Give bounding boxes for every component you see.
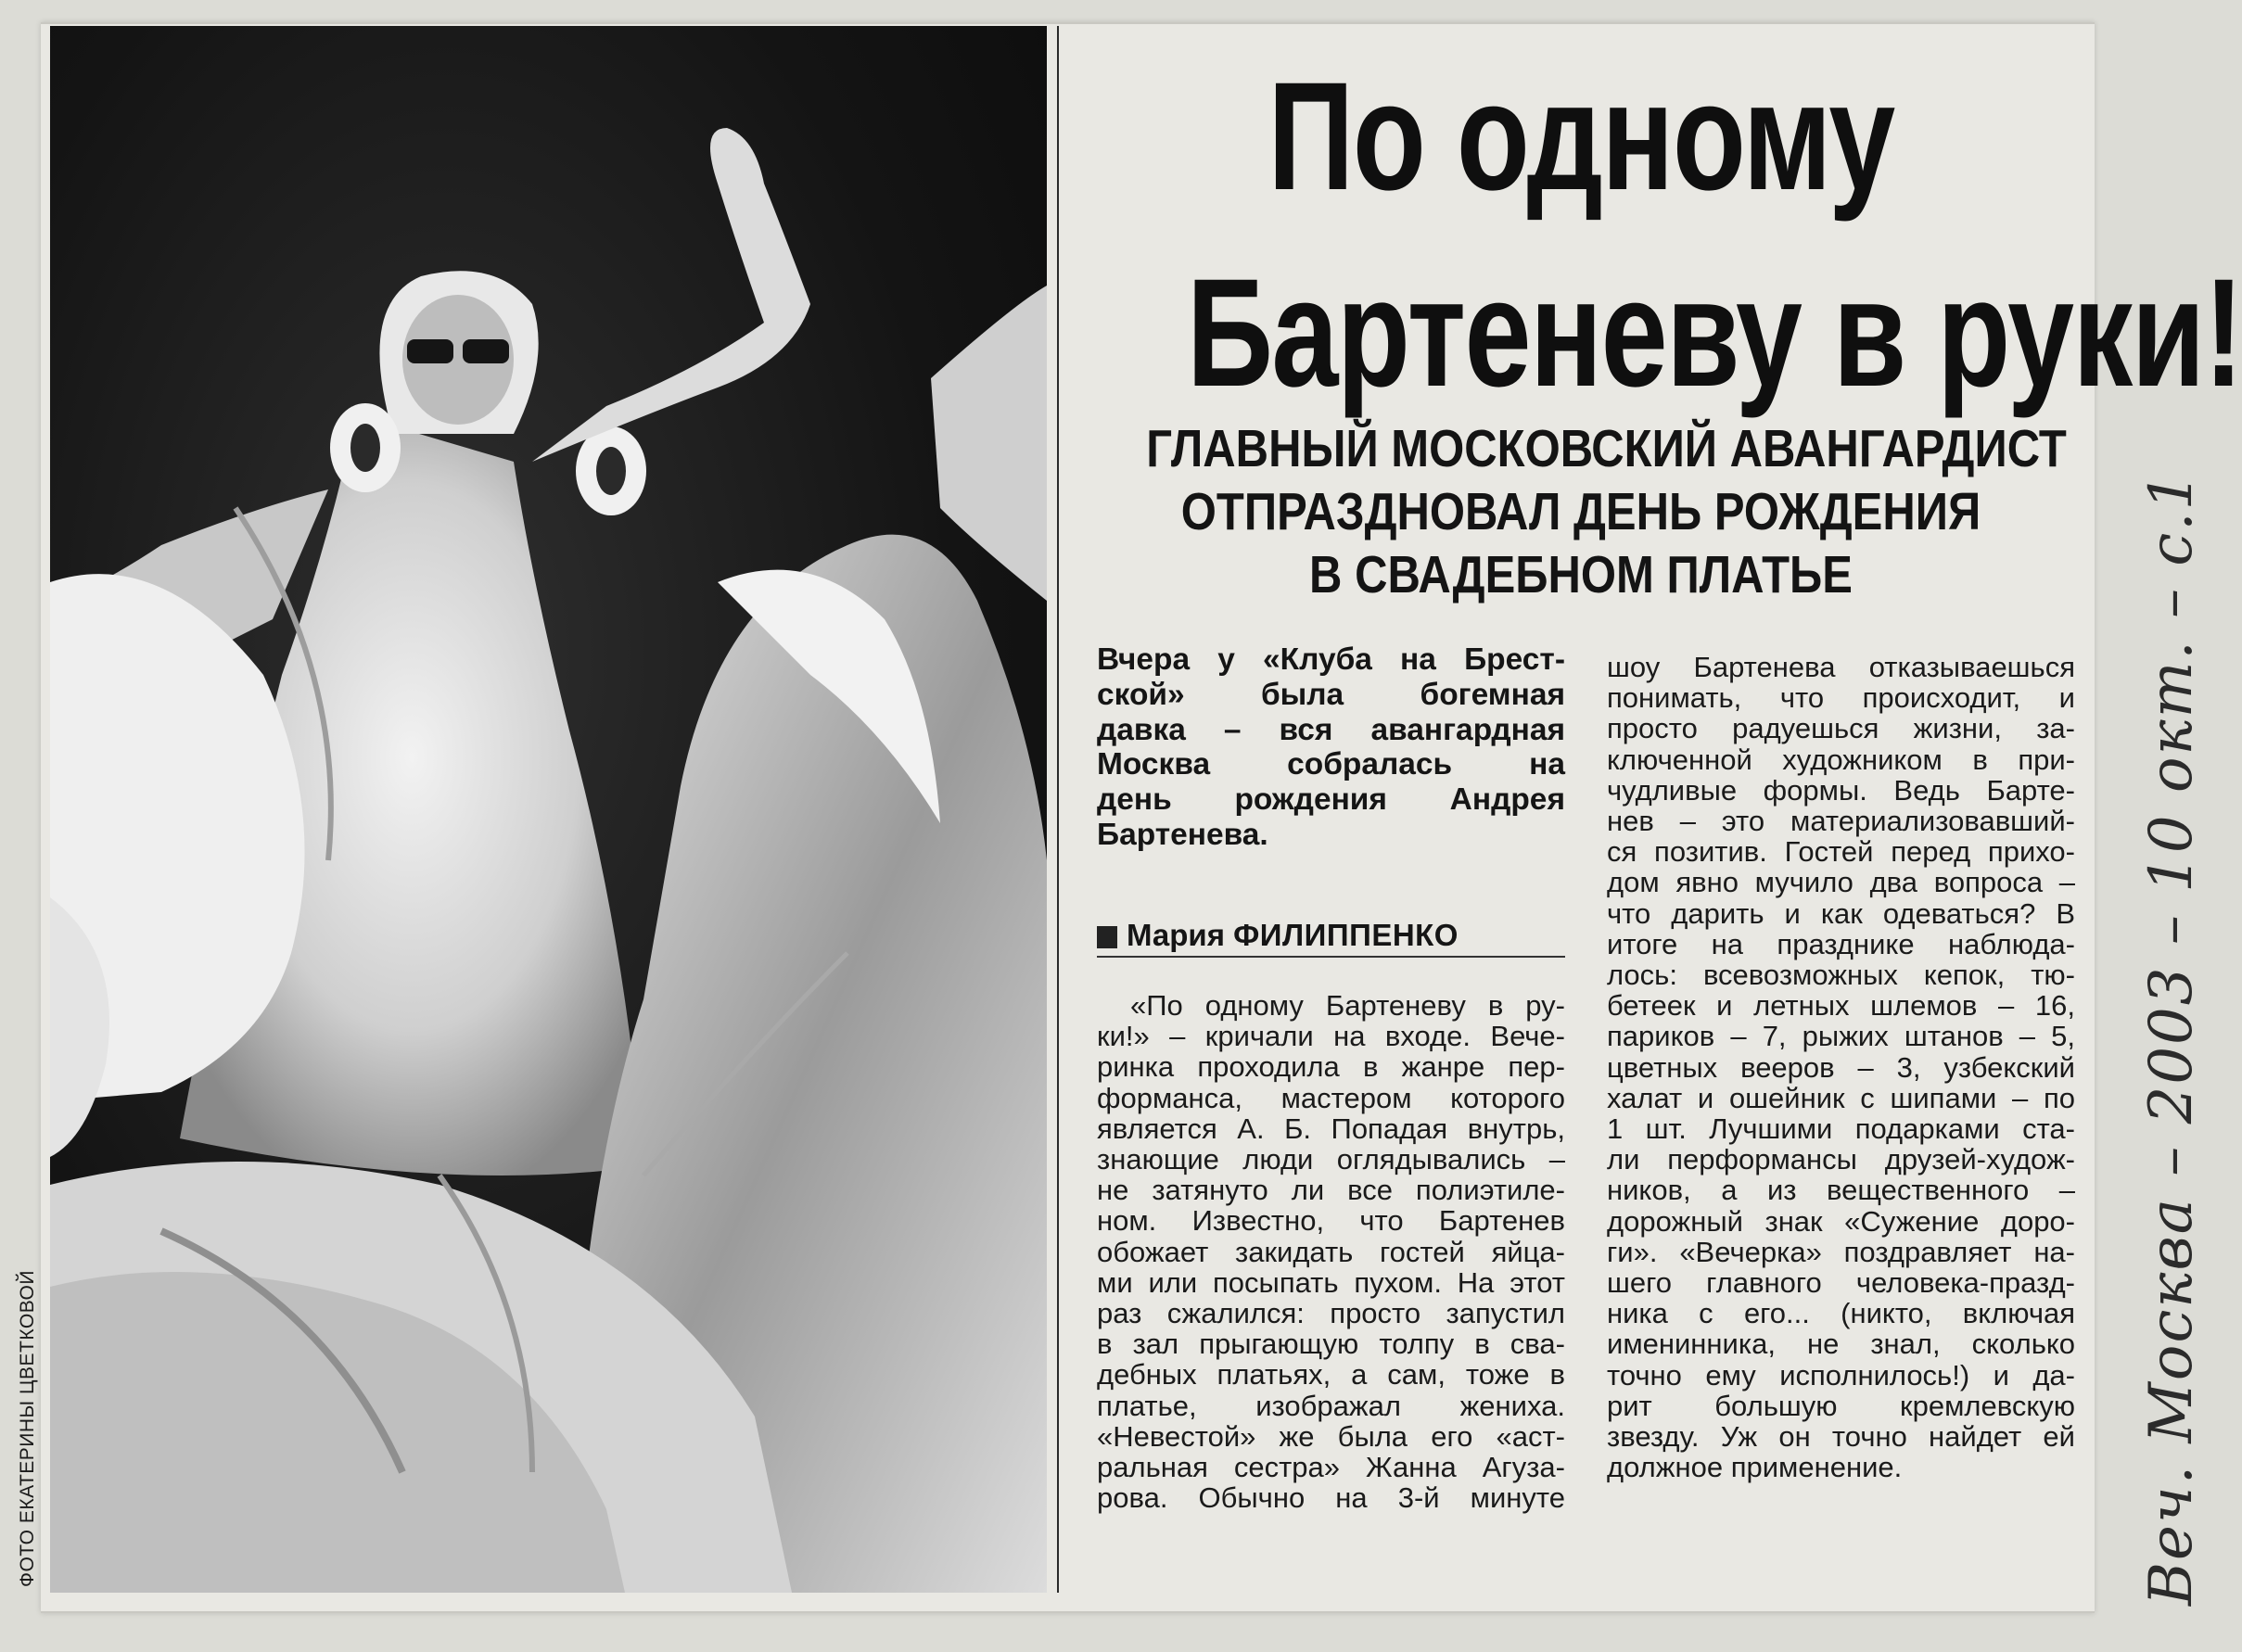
text-line: именинника, не знал, сколько	[1607, 1328, 2075, 1361]
text-line: чудливые формы. Ведь Барте-	[1607, 773, 2075, 807]
text-line: ми или посыпать пухом. На этот	[1097, 1265, 1565, 1299]
text-line: нев – это материализовавший-	[1607, 805, 2075, 838]
text-line: знающие люди оглядывались –	[1097, 1143, 1565, 1176]
text-line: рит большую кремлевскую	[1607, 1389, 2075, 1422]
text-line: лось: всевозможных кепок, тю-	[1607, 959, 2075, 992]
text-line: итоге на празднике наблюда-	[1607, 927, 2075, 960]
handwritten-note: Веч. Москва – 2003 – 10 окт. – с.1	[2137, 470, 2206, 1606]
text-line: ки!» – кричали на входе. Вече-	[1097, 1020, 1565, 1053]
text-line: понимать, что происходит, и	[1607, 681, 2075, 715]
photo-illustration	[50, 26, 1047, 1593]
photo-credit: ФОТО ЕКАТЕРИНЫ ЦВЕТКОВОЙ	[17, 1270, 38, 1587]
text-line: шоу Бартенева отказываешься	[1607, 651, 2075, 683]
text-line: ги». «Вечерка» поздравляет на-	[1607, 1235, 2075, 1268]
text-line: ринка проходила в жанре пер-	[1097, 1050, 1565, 1084]
text-line: париков – 7, рыжих штанов – 5,	[1607, 1020, 2075, 1053]
text-line: ральная сестра» Жанна Агуза-	[1097, 1451, 1565, 1484]
text-line: является А. Б. Попадая внутрь,	[1097, 1112, 1565, 1145]
subheadline-line: В СВАДЕБНОМ ПЛАТЬЕ	[1309, 545, 1853, 604]
text-line: раз сжалился: просто запустил	[1097, 1297, 1565, 1330]
text-line: обожает закидать гостей яйца-	[1097, 1235, 1565, 1268]
text-line: рова. Обычно на 3-й минуте	[1097, 1481, 1565, 1515]
text-line: ном. Известно, что Бартенев	[1097, 1204, 1565, 1238]
text-line: звезду. Уж он точно найдет ей	[1607, 1420, 2075, 1454]
text-line: что дарить и как одеваться? В	[1607, 896, 2075, 930]
subheadline-line: ГЛАВНЫЙ МОСКОВСКИЙ АВАНГАРДИСТ	[1146, 419, 2067, 478]
text-line: ли перформансы друзей-худож-	[1607, 1143, 2075, 1176]
lead-paragraph	[1097, 642, 1565, 853]
text-line: халат и ошейник с шипами – по	[1607, 1081, 2075, 1114]
text-line: точно ему исполнилось!) и да-	[1607, 1358, 2075, 1391]
article-column-left	[1097, 990, 1565, 1513]
lead-line: ской» была богемная	[1097, 677, 1565, 712]
article-column-right	[1607, 652, 2075, 1482]
lead-line: Бартенева.	[1097, 817, 1268, 852]
author-first-name: Мария	[1127, 918, 1225, 952]
subheadline-line: ОТПРАЗДНОВАЛ ДЕНЬ РОЖДЕНИЯ	[1180, 482, 1981, 541]
headline-line: Бартеневу в руки!	[1186, 248, 2242, 419]
lead-line: Москва собралась на	[1097, 747, 1565, 782]
text-line: дорожный знак «Сужение доро-	[1607, 1204, 2075, 1238]
text-line: «Невестой» же была его «аст-	[1097, 1419, 1565, 1453]
text-line: бетеек и летных шлемов – 16,	[1607, 989, 2075, 1023]
text-line: ников, а из вещественного –	[1607, 1174, 2075, 1207]
text-line: «По одному Бартеневу в ру-	[1130, 989, 1565, 1022]
text-line: ся позитив. Гостей перед прихо-	[1607, 835, 2075, 869]
text-line: не затянуто ли все полиэтиле-	[1097, 1174, 1565, 1207]
byline-square-icon	[1097, 926, 1117, 948]
author-last-name: ФИЛИППЕНКО	[1233, 918, 1459, 952]
byline	[1097, 917, 1565, 958]
headline	[1186, 39, 2242, 432]
text-line: ника с его... (никто, включая	[1607, 1297, 2075, 1330]
text-line: дом явно мучило два вопроса –	[1607, 866, 2075, 899]
column-divider	[1057, 26, 1059, 1593]
headline-line: По одному	[1267, 51, 1894, 222]
text-line: в зал прыгающую толпу в сва-	[1097, 1328, 1565, 1361]
text-line: платье, изображал жениха.	[1097, 1389, 1565, 1422]
subheadline	[1146, 417, 2067, 606]
lead-line: Вчера у «Клуба на Брест-	[1097, 642, 1565, 677]
text-line: 1 шт. Лучшими подарками ста-	[1607, 1112, 2075, 1146]
text-line: дебных платьях, а сам, тоже в	[1097, 1358, 1565, 1391]
text-line: шего главного человека-празд-	[1607, 1266, 2075, 1300]
text-line: ключенной художником в при-	[1607, 743, 2075, 776]
text-line: цветных вееров – 3, узбекский	[1607, 1050, 2075, 1084]
lead-line: давка – вся авангардная	[1097, 712, 1565, 747]
lead-line: день рождения Андрея	[1097, 782, 1565, 818]
text-line: просто радуешься жизни, за-	[1607, 712, 2075, 745]
text-line: должное применение.	[1607, 1451, 1903, 1484]
article-photo	[50, 26, 1047, 1593]
text-line: форманса, мастером которого	[1097, 1081, 1565, 1114]
